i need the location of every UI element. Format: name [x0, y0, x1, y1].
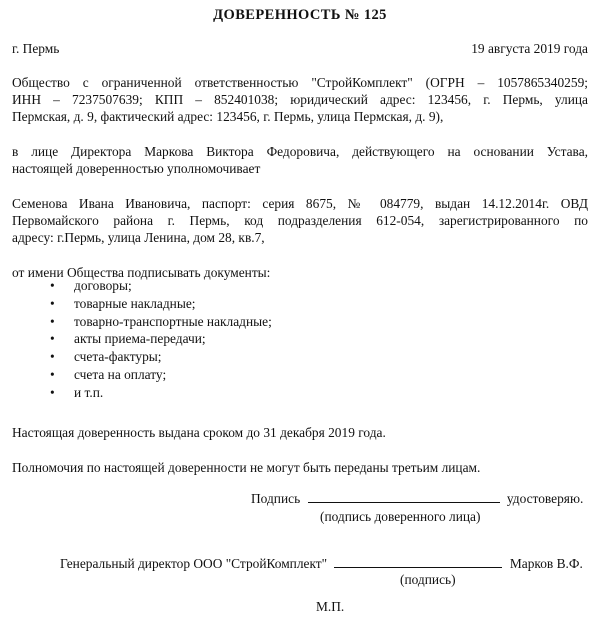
- documents-list: [50, 277, 272, 402]
- signature-label: Подпись: [251, 491, 301, 506]
- organization-line: Пермская, д. 9, фактический адрес: 123456, г. Пермь, улица Пермская, д. 9),: [12, 109, 444, 124]
- list-item-text: договоры;: [74, 278, 132, 293]
- director-signature-line: [334, 555, 502, 568]
- authority-intro: от имени Общества подписывать документы:: [12, 265, 271, 280]
- list-item: [50, 330, 272, 348]
- bullet-icon: •: [50, 349, 55, 365]
- organization-paragraph: [12, 74, 588, 125]
- list-item-text: счета на оплату;: [74, 366, 167, 382]
- document-date: 19 августа 2019 года: [471, 41, 588, 56]
- director-signature-row: [60, 555, 583, 572]
- list-item-text: счета-фактуры;: [74, 349, 162, 365]
- list-item: [50, 277, 272, 295]
- attorney-line: Семенова Ивана Ивановича, паспорт: серия 8675, № 084779, выдан 14.12.2014г. ОВД: [12, 196, 588, 211]
- list-item: [50, 348, 272, 366]
- bullet-icon: •: [50, 366, 55, 382]
- attorney-line: Первомайского района г. Пермь, код подразделения 612-054, зарегистрированного по: [12, 213, 588, 228]
- director-signature-caption: (подпись): [400, 572, 456, 587]
- bullet-icon: •: [50, 295, 55, 311]
- bullet-icon: •: [50, 384, 55, 400]
- director-name: Марков В.Ф.: [509, 556, 583, 571]
- stamp-place: М.П.: [316, 599, 345, 614]
- list-item-text: товарно-транспортные накладные;: [74, 313, 272, 329]
- attorney-signature-line: [308, 490, 500, 503]
- term-paragraph: Настоящая доверенность выдана сроком до 31 декабря 2019 года.: [12, 425, 386, 440]
- authorizer-paragraph: [12, 143, 588, 177]
- list-item: [50, 384, 272, 402]
- list-item-text: акты приема-передачи;: [74, 331, 206, 347]
- document-city: г. Пермь: [12, 41, 60, 56]
- certify-label: удостоверяю.: [506, 491, 584, 506]
- organization-line: ИНН – 7237507639; КПП – 852401038; юридический адрес: 123456, г. Пермь, улица: [12, 92, 588, 107]
- director-position: Генеральный директор ООО "СтройКомплект": [60, 556, 328, 571]
- list-item: [50, 313, 272, 331]
- bullet-icon: •: [50, 313, 55, 329]
- attorney-signature-caption: (подпись доверенного лица): [320, 509, 481, 524]
- document-title: ДОВЕРЕННОСТЬ № 125: [213, 7, 387, 23]
- list-item-text: и т.п.: [74, 384, 104, 400]
- list-item: [50, 366, 272, 384]
- bullet-icon: •: [50, 331, 55, 347]
- list-item-text: товарные накладные;: [74, 295, 196, 311]
- attorney-line: адресу: г.Пермь, улица Ленина, дом 28, кв.7,: [12, 230, 265, 245]
- transfer-paragraph: Полномочия по настоящей доверенности не могут быть переданы третьим лицам.: [12, 460, 481, 475]
- authorizer-line: в лице Директора Маркова Виктора Федоровича, действующего на основании Устава,: [12, 144, 588, 159]
- authorizer-line: настоящей доверенностью уполномочивает: [12, 161, 261, 176]
- bullet-icon: •: [50, 278, 55, 293]
- list-item: [50, 295, 272, 313]
- attorney-paragraph: [12, 195, 588, 246]
- organization-line: Общество с ограниченной ответственностью "СтройКомплект" (ОГРН – 1057865340259;: [12, 75, 588, 90]
- attorney-signature-row: [251, 490, 583, 507]
